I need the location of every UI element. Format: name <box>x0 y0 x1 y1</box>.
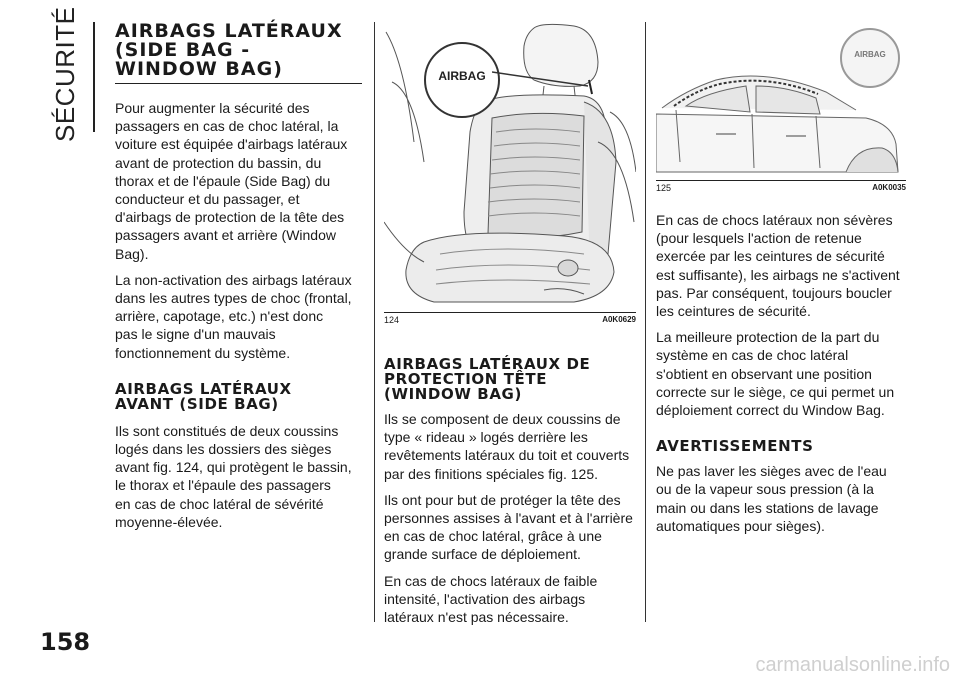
subheading-line: (WINDOW BAG) <box>384 385 522 403</box>
text-line: La meilleure protection de la part du <box>656 329 880 346</box>
paragraph <box>384 410 636 483</box>
text-line: est suffisante), les airbags ne s'activent <box>656 266 900 283</box>
title-underline <box>115 83 362 84</box>
text-line: d'airbags de protection de la tête des <box>115 209 345 226</box>
text-line: moyenne-élevée. <box>115 513 223 530</box>
text-line: s'obtient en observant une position <box>656 365 872 382</box>
figure-caption <box>656 183 906 193</box>
subheading-line: AIRBAGS LATÉRAUX <box>115 379 292 398</box>
subheading-line: AVERTISSEMENTS <box>656 437 814 456</box>
text-line: grande surface de déploiement. <box>384 546 581 563</box>
airbag-callout <box>840 28 900 88</box>
figure-caption-rule <box>384 312 636 313</box>
text-line: thorax et de l'épaule (Side Bag) du <box>115 172 331 189</box>
subheading <box>384 357 636 402</box>
page-title <box>115 22 365 79</box>
text-line: voiture est équipée d'airbags latéraux <box>115 136 348 153</box>
text-line: les ceintures de sécurité. <box>656 303 811 320</box>
text-line: La non-activation des airbags latéraux <box>115 271 352 288</box>
text-line: Ne pas laver les sièges avec de l'eau <box>656 463 887 480</box>
text-line: Ils sont constitués de deux coussins <box>115 422 339 439</box>
section-label <box>50 6 90 142</box>
text-line: intensité, l'activation des airbags <box>384 590 586 607</box>
paragraph <box>384 491 636 564</box>
text-line: arrière, capotage, etc.) n'est donc <box>115 308 324 325</box>
text-line: avant fig. 124, qui protègent le bassin, <box>115 459 352 476</box>
text-line: Bag). <box>115 245 149 262</box>
subheading <box>115 379 365 413</box>
text-line: fonctionnement du système. <box>115 344 291 361</box>
text-line: le thorax et l'épaule des passagers <box>115 477 331 494</box>
watermark: carmanualsonline.info <box>755 654 950 676</box>
paragraph <box>656 328 906 419</box>
subheading-line: PROTECTION TÊTE <box>384 370 548 388</box>
text-line: (pour lesquels l'action de retenue <box>656 230 862 247</box>
text-line: ou de la vapeur sous pression (à la <box>656 481 874 498</box>
title-line: (SIDE BAG - <box>115 39 251 61</box>
section-label-text: SÉCURITÉ <box>50 6 80 142</box>
text-line: latéraux n'est pas nécessaire. <box>384 609 569 626</box>
text-line: Pour augmenter la sécurité des <box>115 100 310 116</box>
figure-number: 125 <box>656 183 672 193</box>
text-line: en cas de choc latéral, grâce à une <box>384 528 602 545</box>
text-line: En cas de chocs latéraux de faible <box>384 572 598 589</box>
figure-number: 124 <box>384 315 400 325</box>
text-line: pas. Par conséquent, toujours boucler <box>656 284 892 301</box>
callout-leader-line <box>492 62 592 92</box>
text-line: exercée par les ceintures de sécurité <box>656 248 885 265</box>
subheading-line: AVANT (SIDE BAG) <box>115 394 279 413</box>
text-line: par des finitions spéciales fig. 125. <box>384 465 599 482</box>
figure-caption <box>384 315 636 325</box>
text-line: en cas de choc latéral de sévérité <box>115 495 324 512</box>
subheading-line: AIRBAGS LATÉRAUX DE <box>384 355 591 373</box>
text-line: déploiement correct du Window Bag. <box>656 402 885 419</box>
airbag-callout-label: AIRBAG <box>854 50 886 59</box>
text-line: Ils se composent de deux coussins de <box>384 411 621 427</box>
column-divider-left <box>374 22 375 622</box>
paragraph <box>384 572 636 627</box>
column-3 <box>656 22 906 535</box>
text-line: type « rideau » logés derrière les <box>384 429 588 446</box>
text-line: dans les autres types de choc (frontal, <box>115 290 352 307</box>
paragraph <box>656 211 906 320</box>
airbag-callout-label: AIRBAG <box>438 69 486 83</box>
text-line: système en cas de choc latéral <box>656 347 849 364</box>
figure-code: A0K0629 <box>602 315 636 324</box>
page-number: 158 <box>40 628 91 656</box>
text-line: pas le signe d'un mauvais <box>115 326 276 343</box>
text-line: conducteur et du passager, et <box>115 191 300 208</box>
text-line: passagers en cas de choc latéral, la <box>115 118 339 135</box>
text-line: En cas de chocs latéraux non sévères <box>656 212 893 228</box>
paragraph <box>115 99 365 263</box>
column-2 <box>384 22 636 626</box>
text-line: Ils ont pour but de protéger la tête des <box>384 491 621 508</box>
title-line: WINDOW BAG) <box>115 58 283 80</box>
figure-125 <box>656 22 901 180</box>
text-line: automatiques pour sièges). <box>656 517 825 534</box>
section-rule <box>93 22 95 132</box>
paragraph <box>656 462 906 535</box>
column-divider-right <box>645 22 646 622</box>
text-line: avant de protection du bassin, du <box>115 154 322 171</box>
paragraph <box>115 422 365 531</box>
text-line: personnes assises à l'avant et à l'arrière <box>384 510 633 527</box>
text-line: main ou dans les stations de lavage <box>656 499 879 516</box>
figure-code: A0K0035 <box>872 183 906 192</box>
title-line: AIRBAGS LATÉRAUX <box>115 20 343 42</box>
figure-caption-rule <box>656 180 906 181</box>
text-line: revêtements latéraux du toit et couverts <box>384 447 630 464</box>
figure-124 <box>384 22 636 312</box>
paragraph <box>115 271 365 362</box>
column-1 <box>115 22 365 531</box>
text-line: passagers avant et arrière (Window <box>115 227 336 244</box>
airbag-callout <box>424 42 500 118</box>
text-line: logés dans les dossiers des sièges <box>115 441 332 458</box>
subheading <box>656 439 906 454</box>
text-line: correcte sur le siège, ce qui permet un <box>656 383 895 400</box>
